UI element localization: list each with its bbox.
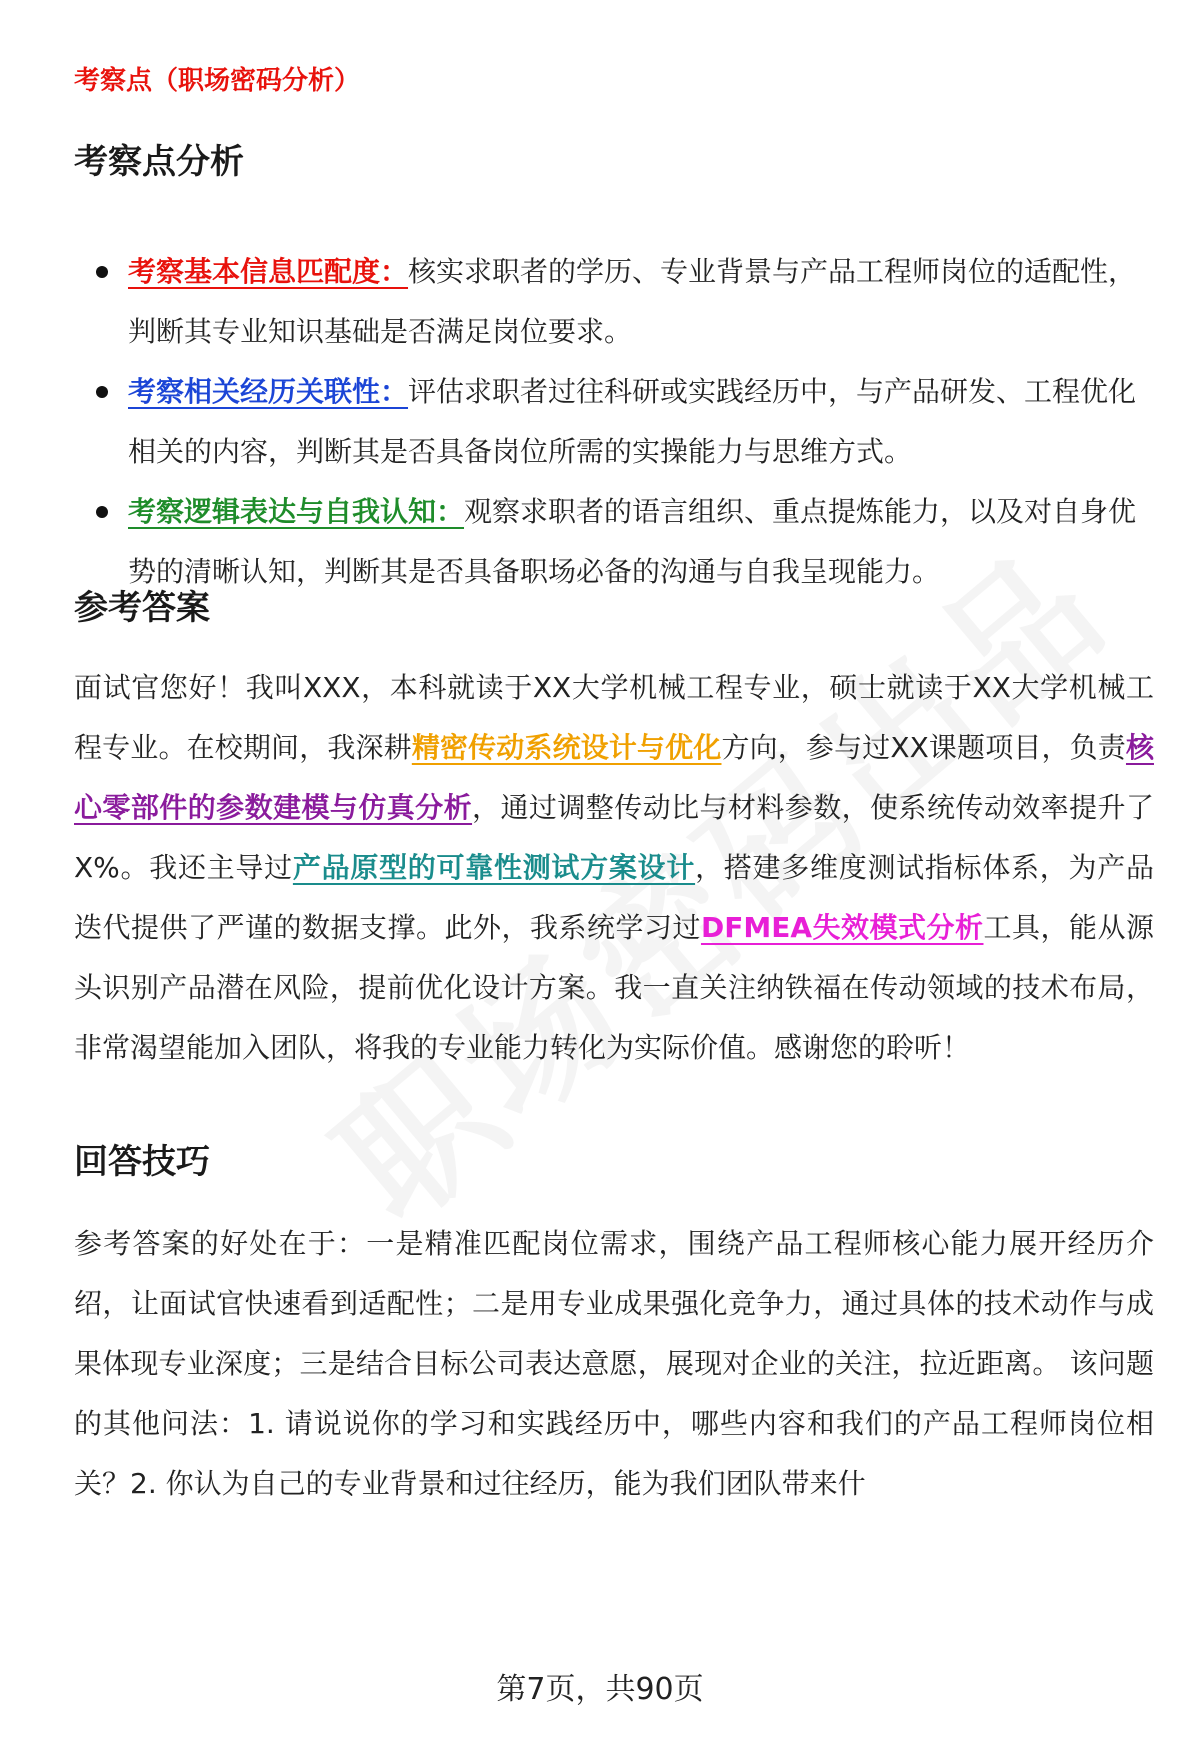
answer-text: 面试官您好！我叫XXX，本科就读于XX大学机械工程专业，硕士就读于XX大学机械工程专业。在校期间，我深耕 [74, 671, 1154, 764]
analysis-item-key: 考察相关经历关联性： [128, 375, 409, 408]
analysis-item-key: 考察基本信息匹配度： [128, 255, 409, 288]
answer-text: 方向，参与过XX课题项目，负责 [721, 731, 1126, 764]
analysis-title: 考察点分析 [74, 142, 244, 182]
tips-paragraph: 参考答案的好处在于：一是精准匹配岗位需求，围绕产品工程师核心能力展开经历介绍，让面试官快速看到适配性；二是用专业成果强化竞争力，通过具体的技术动作与成果体现专业深度；三是结合目标公司表达意愿，展现对企业的关注，拉近距离。 该问题的其他问法：1. 请说说你的学习和实践经历中，哪些内容和我们的产品工程师岗位相关？2. 你认为自己的专业背景和过往经历，能为我们团队带来什 [74, 1227, 1154, 1500]
answer-highlight-modeling: 核心零部件的参数建模与仿真分析 [74, 731, 1154, 824]
answer-text: ，搭建多维度测试指标体系，为产品迭代提供了严谨的数据支撑。此外，我系统学习过 [74, 851, 1154, 944]
page-number: 第7页，共90页 [496, 1672, 704, 1707]
analysis-item-basic-info [96, 242, 1146, 362]
answer-highlight-reliability: 产品原型的可靠性测试方案设计 [292, 851, 696, 884]
analysis-item-experience [96, 362, 1146, 482]
answer-text: ，通过调整传动比与材料参数，使系统传动效率提升了X%。我还主导过 [74, 791, 1154, 884]
answer-highlight-dfmea: DFMEA失效模式分析 [700, 911, 984, 944]
analysis-item-text: 观察求职者的语言组织、重点提炼能力，以及对自身优势的清晰认知，判断其是否具备职场必备的沟通与自我呈现能力。 [128, 495, 1137, 588]
analysis-item-logic [96, 482, 1146, 602]
answer-text: 工具，能从源头识别产品潜在风险，提前优化设计方案。我一直关注纳铁福在传动领域的技术布局，非常渴望能加入团队，将我的专业能力转化为实际价值。感谢您的聆听！ [74, 911, 1154, 1064]
tips-title: 回答技巧 [74, 1142, 210, 1182]
section-label: 考察点（职场密码分析） [74, 66, 361, 96]
answer-title: 参考答案 [74, 588, 210, 628]
analysis-item-key: 考察逻辑表达与自我认知： [128, 495, 465, 528]
analysis-list [96, 242, 1146, 602]
answer-highlight-transmission: 精密传动系统设计与优化 [411, 731, 722, 764]
answer-paragraph [74, 658, 1154, 1078]
analysis-item-text: 核实求职者的学历、专业背景与产品工程师岗位的适配性，判断其专业知识基础是否满足岗位要求。 [128, 255, 1137, 348]
analysis-item-text: 评估求职者过往科研或实践经历中，与产品研发、工程优化相关的内容，判断其是否具备岗位所需的实操能力与思维方式。 [128, 375, 1137, 468]
